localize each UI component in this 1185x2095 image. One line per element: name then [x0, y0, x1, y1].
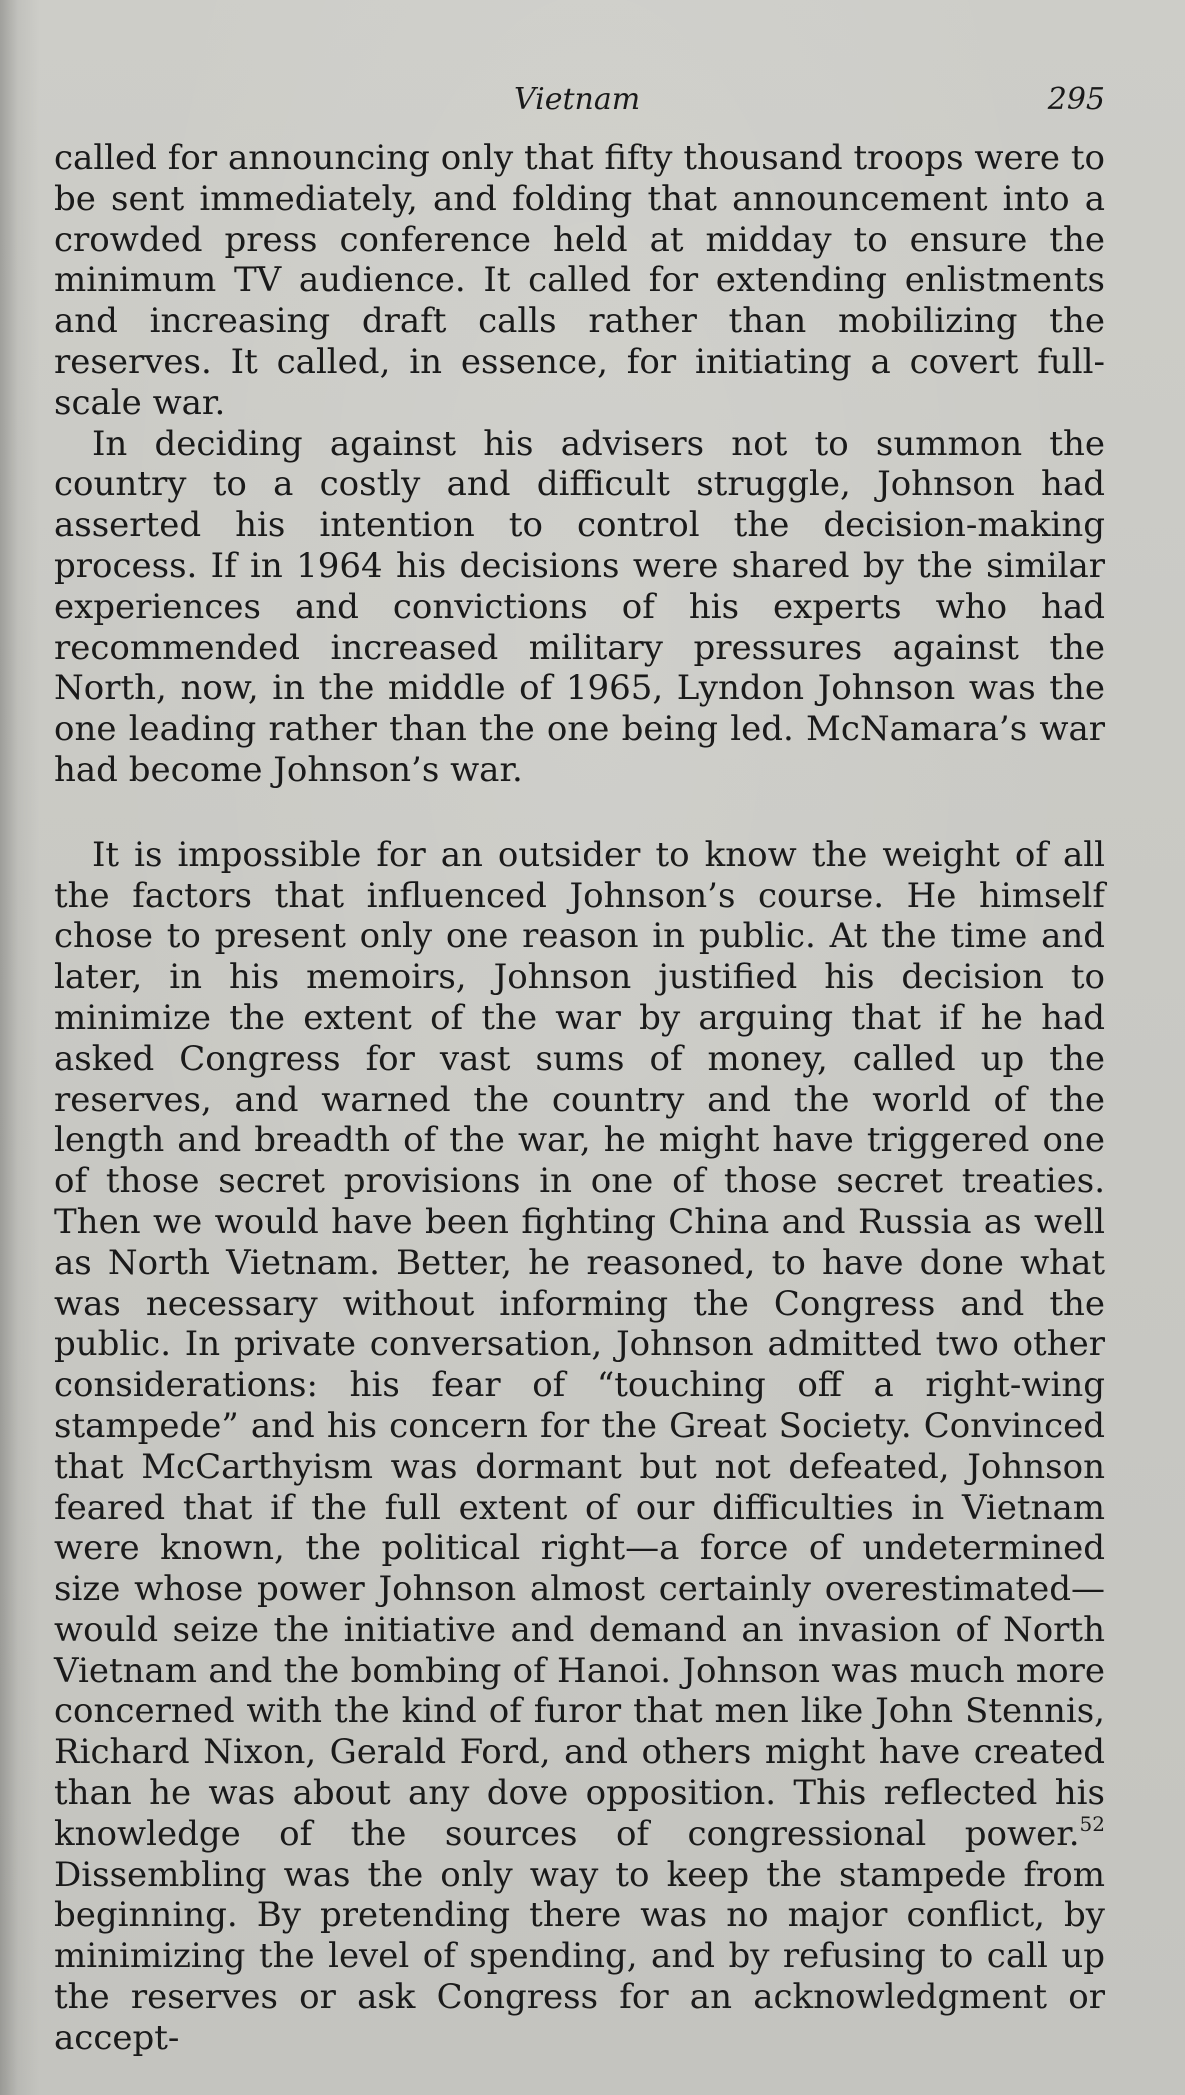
paragraph [54, 835, 1105, 2059]
page-number: 295 [1047, 82, 1105, 117]
book-page [54, 0, 1105, 2095]
chapter-title: Vietnam [514, 82, 641, 117]
body-text [54, 138, 1105, 2059]
running-head [54, 82, 1105, 118]
paragraph-text: It is impossible for an outsider to know the weight of all the factors that influenced Johnson’s course. He himself chose to present only one reason in public. At the time and later, in his memoirs, Johnson justified his decision to minimize the extent of the war by arguing that if he had asked Congress for vast sums of money, called up the reserves, and warned the country and the world of the length and breadth of the war, he might have triggered one of those secret provisions in one of those secret treaties. Then we would have been fighting China and Russia as well as North Vietnam. Better, he reasoned, to have done what was necessary without informing the Congress and the public. In private conversation, Johnson admitted two other considerations: his fear of “touching off a right-wing stampede” and his concern for the Great Society. Convinced that McCarthyism was dormant but not defeated, Johnson feared that if the full extent of our difficulties in Vietnam were known, the political right—a force of undetermined size whose power Johnson almost certainly overestimated—would seize the initiative and demand an invasion of North Vietnam and the bombing of Hanoi. Johnson was much more concerned with the kind of furor that men like John Stennis, Richard Nixon, Gerald Ford, and others might have created than he was about any dove opposition. This reflected his knowledge of the sources of congressional power. [54, 834, 1105, 1854]
paragraph-text-continued: Dissembling was the only way to keep the stampede from beginning. By pretending there was no major conflict, by minimizing the level of spending, and by refusing to call up the reserves or ask Congress for an acknowledgment or accept- [54, 1854, 1105, 2058]
footnote-marker: 52 [1079, 1811, 1105, 1836]
paragraph: In deciding against his advisers not to summon the country to a costly and difficult struggle, Johnson had asserted his intention to control the decision-making process. If in 1964 his decisions were shared by the similar experiences and convictions of his experts who had recommended increased military pressures against the North, now, in the middle of 1965, Lyndon Johnson was the one leading rather than the one being led. McNamara’s war had become Johnson’s war. [54, 423, 1105, 790]
paragraph-continued: called for announcing only that fifty thousand troops were to be sent immediately, and folding that announcement into a crowded press conference held at midday to ensure the minimum TV audience. It called for extending enlistments and increasing draft calls rather than mobilizing the reserves. It called, in essence, for initiating a covert full-scale war. [54, 138, 1105, 423]
